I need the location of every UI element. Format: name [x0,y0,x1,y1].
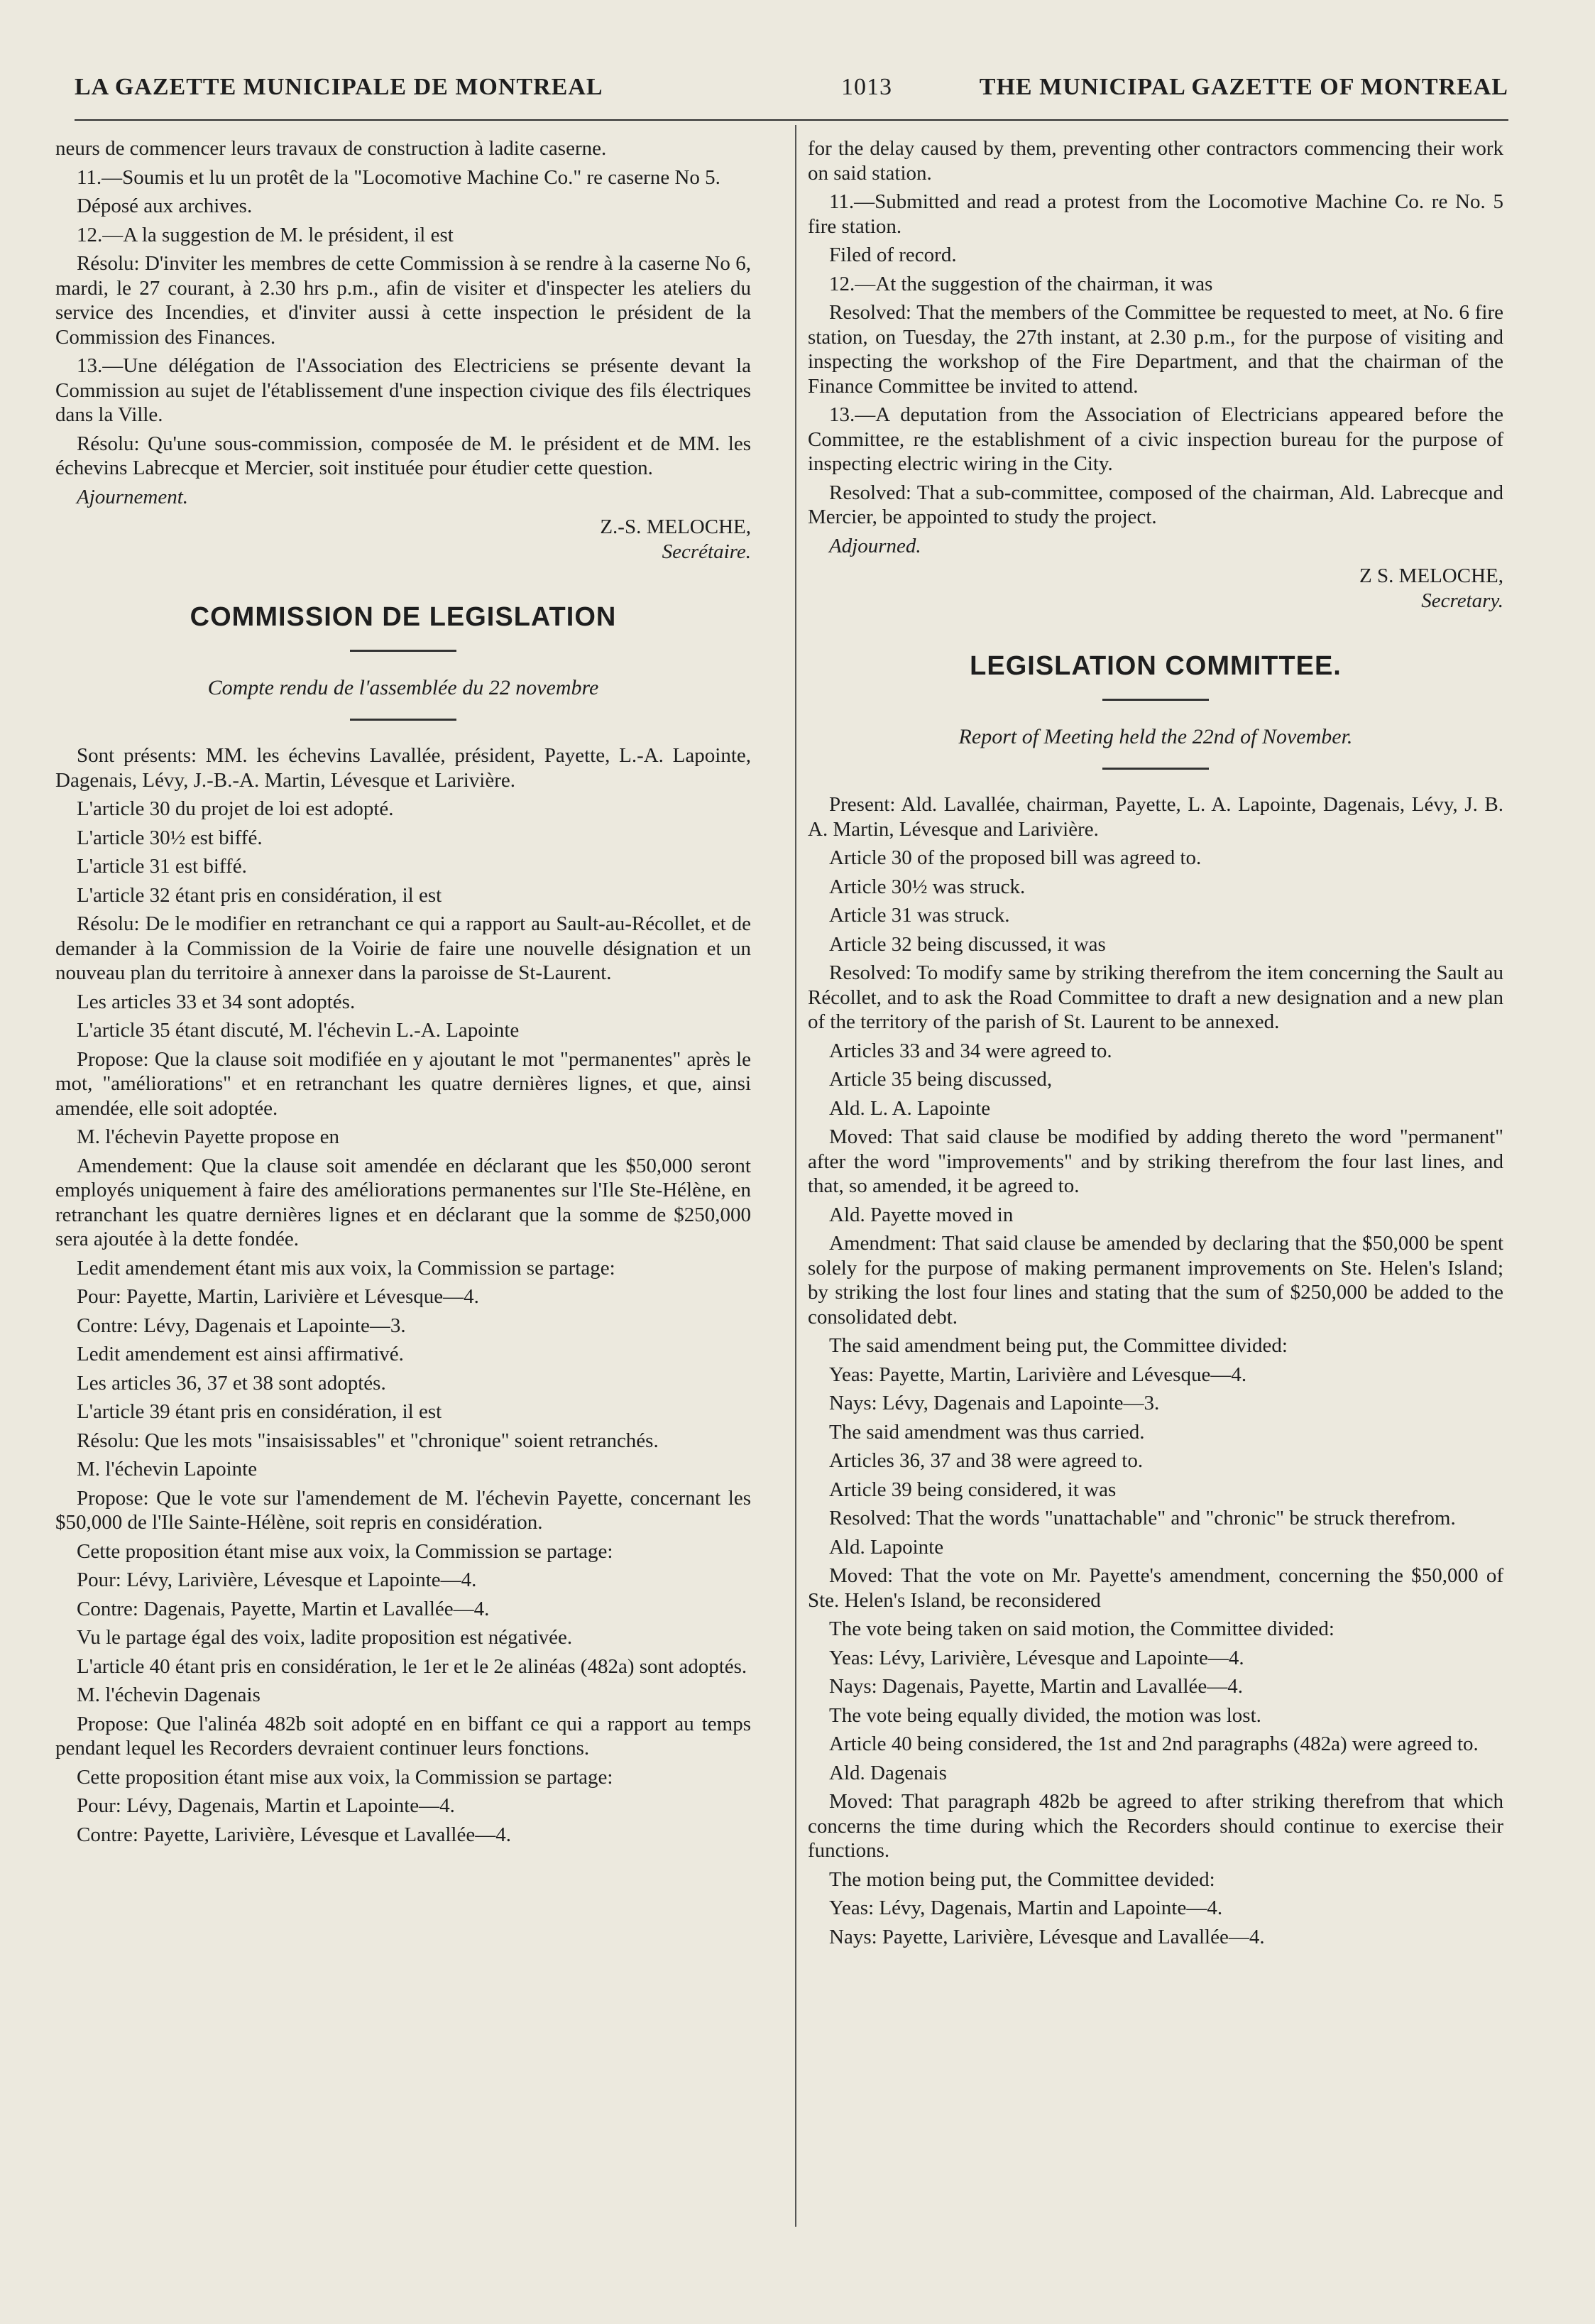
paragraph: Yeas: Lévy, Dagenais, Martin and Lapointe—4. [829,1897,1223,1919]
left-subtitle-rule [350,719,456,721]
right-section-title: LEGISLATION COMMITTEE. [970,651,1342,681]
paragraph: Ledit amendement est ainsi affirmativé. [77,1343,404,1365]
paragraph: Sont présents: MM. les échevins Lavallée, président, Payette, L.-A. Lapointe, Dagenais, Lévy, J.-B.-A. Martin, Lévesque et Larivière. [55,744,751,792]
paragraph: Résolu: D'inviter les membres de cette Commission à se rendre à la caserne No 6, mardi, le 27 courant, à 2.30 hrs p.m., afin de visiter et d'inspecter les ateliers du service des Incendies, et d'inviter aussi à cette inspection le président de la Commission des Finances. [55,252,751,349]
paragraph: L'article 30½ est biffé. [77,826,263,849]
paragraph: Moved: That the vote on Mr. Payette's amendment, concerning the $50,000 of Ste. Helen's Island, be reconsidered [808,1564,1503,1612]
paragraph: Résolu: Qu'une sous-commission, composée de M. le président et de MM. les échevins Labrecque et Mercier, soit instituée pour étudier cette question. [55,432,751,479]
paragraph: Cette proposition étant mise aux voix, la Commission se partage: [77,1539,613,1563]
paragraph: Article 31 was struck. [829,904,1010,927]
paragraph: L'article 39 étant pris en considération, il est [77,1400,442,1423]
paragraph: M. l'échevin Dagenais [77,1684,261,1706]
paragraph: L'article 32 étant pris en considération, il est [77,883,442,907]
paragraph: 13.—A deputation from the Association of Electricians appeared before the Committee, re the establishment of a civic inspection bureau for the purpose of inspecting electric wiring in the City. [808,403,1503,475]
paragraph: Yeas: Lévy, Larivière, Lévesque and Lapointe—4. [829,1646,1244,1669]
paragraph: L'article 30 du projet de loi est adopté. [77,797,394,820]
paragraph: Déposé aux archives. [77,195,253,217]
paragraph: Article 40 being considered, the 1st and 2nd paragraphs (482a) were agreed to. [829,1733,1479,1755]
paragraph: Ajournement. [77,485,189,508]
left-signature-role: Secrétaire. [662,540,751,563]
paragraph: The said amendment was thus carried. [829,1420,1145,1444]
left-signature-name: Z.-S. MELOCHE, [600,515,751,538]
paragraph: Article 32 being discussed, it was [829,932,1106,956]
right-column [808,136,1503,1953]
paragraph: Propose: Que la clause soit modifiée en y ajoutant le mot "permanentes" après le mot, "améliorations" et en retranchant les quatre dernières lignes, et que, ainsi amendée, elle soit adoptée. [55,1047,751,1120]
paragraph: Pour: Payette, Martin, Larivière et Lévesque—4. [77,1285,479,1308]
paragraph: Ledit amendement étant mis aux voix, la Commission se partage: [77,1256,615,1280]
paragraph: Les articles 33 et 34 sont adoptés. [77,990,356,1013]
paragraph: L'article 31 est biffé. [77,855,247,878]
paragraph: Propose: Que l'alinéa 482b soit adopté en en biffant ce qui a rapport au temps pendant lequel les Recorders devraient continuer leurs fonctions. [55,1712,751,1760]
right-signature [808,564,1503,613]
paragraph: Ald. L. A. Lapointe [829,1096,991,1120]
paragraph: Amendement: Que la clause soit amendée en déclarant que les $50,000 seront employés uniquement à faire des améliorations permanentes sur l'Ile Ste-Hélène, en retranchant les quatre dernières lignes et en déclarant que la somme de $250,000 sera ajoutée à la dette fondée. [55,1154,751,1250]
paragraph: Contre: Dagenais, Payette, Martin et Lavallée—4. [77,1597,490,1620]
page-header [75,68,1508,111]
paragraph: Adjourned. [829,534,921,557]
paragraph: Moved: That said clause be modified by adding thereto the word "permanent" after the word "improvements" and by striking therefrom the four last lines, and that, so amended, it be agreed to. [808,1125,1503,1197]
paragraph: Yeas: Payette, Martin, Larivière and Lévesque—4. [829,1363,1247,1386]
right-subtitle: Report of Meeting held the 22nd of November. [958,724,1353,748]
paragraph: The motion being put, the Committee devided: [829,1867,1215,1891]
paragraph: Ald. Dagenais [829,1761,947,1784]
paragraph: Contre: Payette, Larivière, Lévesque et Lavallée—4. [77,1823,511,1846]
paragraph: 13.—Une délégation de l'Association des Electriciens se présente devant la Commission au sujet de l'établissement d'une inspection civique des fils électriques dans la Ville. [55,354,751,426]
right-subtitle-rule [1102,768,1209,770]
paragraph: Article 30 of the proposed bill was agreed to. [829,846,1202,869]
paragraph: 12.—A la suggestion de M. le président, il est [77,223,454,246]
paragraph: 12.—At the suggestion of the chairman, it was [829,272,1213,295]
left-top-paragraphs [55,136,751,509]
paragraph: Article 35 being discussed, [829,1068,1053,1091]
page-number: 1013 [841,74,892,100]
paragraph: Résolu: Que les mots "insaisissables" et "chronique" soient retranchés. [77,1429,659,1452]
right-body-paragraphs [808,792,1503,1949]
paragraph: L'article 35 étant discuté, M. l'échevin L.-A. Lapointe [77,1019,520,1042]
paragraph: Pour: Lévy, Larivière, Lévesque et Lapointe—4. [77,1569,477,1591]
paragraph: Contre: Lévy, Dagenais et Lapointe—3. [77,1314,406,1337]
paragraph: Filed of record. [829,244,957,266]
paragraph: M. l'échevin Payette propose en [77,1125,340,1148]
column-divider [795,125,796,2227]
paragraph: L'article 40 étant pris en considération, le 1er et le 2e alinéas (482a) sont adoptés. [77,1654,747,1678]
header-rule [75,119,1508,121]
right-signature-role: Secretary. [1421,589,1503,612]
paragraph: Article 39 being considered, it was [829,1478,1117,1501]
left-subtitle: Compte rendu de l'assemblée du 22 novembre [207,675,599,699]
paragraph: Résolu: De le modifier en retranchant ce qui a rapport au Sault-au-Récollet, et de demander à la Commission de la Voirie de faire une nouvelle désignation et un nouveau plan du territoire à annexer dans la paroisse de St-Laurent. [55,912,751,984]
paragraph: Articles 33 and 34 were agreed to. [829,1039,1112,1062]
paragraph: Present: Ald. Lavallée, chairman, Payette, L. A. Lapointe, Dagenais, Lévy, J. B. A. Martin, Lévesque and Larivière. [808,793,1503,841]
paragraph: 11.—Submitted and read a protest from the Locomotive Machine Co. re No. 5 fire station. [808,190,1503,238]
right-title-rule [1102,699,1209,701]
paragraph: Ald. Payette moved in [829,1203,1014,1226]
paragraph: Cette proposition étant mise aux voix, la Commission se partage: [77,1765,613,1789]
right-top-paragraphs [808,136,1503,558]
left-signature [55,515,751,564]
paragraph: Resolved: That the words "unattachable" and "chronic" be struck therefrom. [829,1507,1456,1529]
left-section-title: COMMISSION DE LEGISLATION [190,602,617,632]
paragraph: Resolved: To modify same by striking therefrom the item concerning the Sault au Récollet, and to ask the Road Committee to draft a new designation and a new plan of the territory of the parish of St. Laurent to be annexed. [808,961,1503,1033]
left-title-rule [350,650,456,652]
paragraph: Vu le partage égal des voix, ladite proposition est négativée. [77,1626,573,1649]
paragraph: Nays: Payette, Larivière, Lévesque and Lavallée—4. [829,1925,1265,1948]
header-english-title: THE MUNICIPAL GAZETTE OF MONTREAL [979,74,1508,100]
paragraph: 11.—Soumis et lu un protêt de la "Locomotive Machine Co." re caserne No 5. [77,165,720,189]
paragraph: for the delay caused by them, preventing other contractors commencing their work on said station. [808,137,1503,185]
paragraph: The vote being equally divided, the motion was lost. [829,1703,1261,1727]
paragraph: The vote being taken on said motion, the Committee divided: [829,1617,1334,1640]
paragraph: Resolved: That the members of the Committee be requested to meet, at No. 6 fire station, on Tuesday, the 27th instant, at 2.30 p.m., for the purpose of visiting and inspecting the workshop of the Fire Department, and that the chairman of the Finance Committee be invited to attend. [808,301,1503,398]
paragraph: Pour: Lévy, Dagenais, Martin et Lapointe—4. [77,1794,455,1817]
left-column [55,136,751,1851]
paragraph: Moved: That paragraph 482b be agreed to after striking therefrom that which concerns the time during which the Recorders should continue to exercise their functions. [808,1790,1503,1862]
paragraph: Article 30½ was struck. [829,875,1026,898]
paragraph: Propose: Que le vote sur l'amendement de M. l'échevin Payette, concernant les $50,000 de l'Ile Sainte-Hélène, soit repris en considération. [55,1486,751,1534]
paragraph: The said amendment being put, the Committee divided: [829,1334,1288,1357]
paragraph: Nays: Lévy, Dagenais and Lapointe—3. [829,1392,1160,1414]
right-signature-name: Z S. MELOCHE, [1359,564,1503,587]
left-body-paragraphs [55,743,751,1847]
paragraph: neurs de commencer leurs travaux de construction à ladite caserne. [55,137,607,160]
paragraph: Articles 36, 37 and 38 were agreed to. [829,1449,1144,1472]
paragraph: M. l'échevin Lapointe [77,1458,258,1480]
header-french-title: LA GAZETTE MUNICIPALE DE MONTREAL [75,74,603,100]
paragraph: Ald. Lapointe [829,1535,944,1559]
paragraph: Nays: Dagenais, Payette, Martin and Lavallée—4. [829,1675,1244,1698]
paragraph: Amendment: That said clause be amended by declaring that the $50,000 be spent solely for the purpose of making permanent improvements on Ste. Helen's Island; by striking the lost four lines and stating that the sum of $250,000 be added to the consolidated debt. [808,1232,1503,1329]
paragraph: Les articles 36, 37 et 38 sont adoptés. [77,1371,386,1395]
paragraph: Resolved: That a sub-committee, composed of the chairman, Ald. Labrecque and Mercier, be appointed to study the project. [808,481,1503,528]
